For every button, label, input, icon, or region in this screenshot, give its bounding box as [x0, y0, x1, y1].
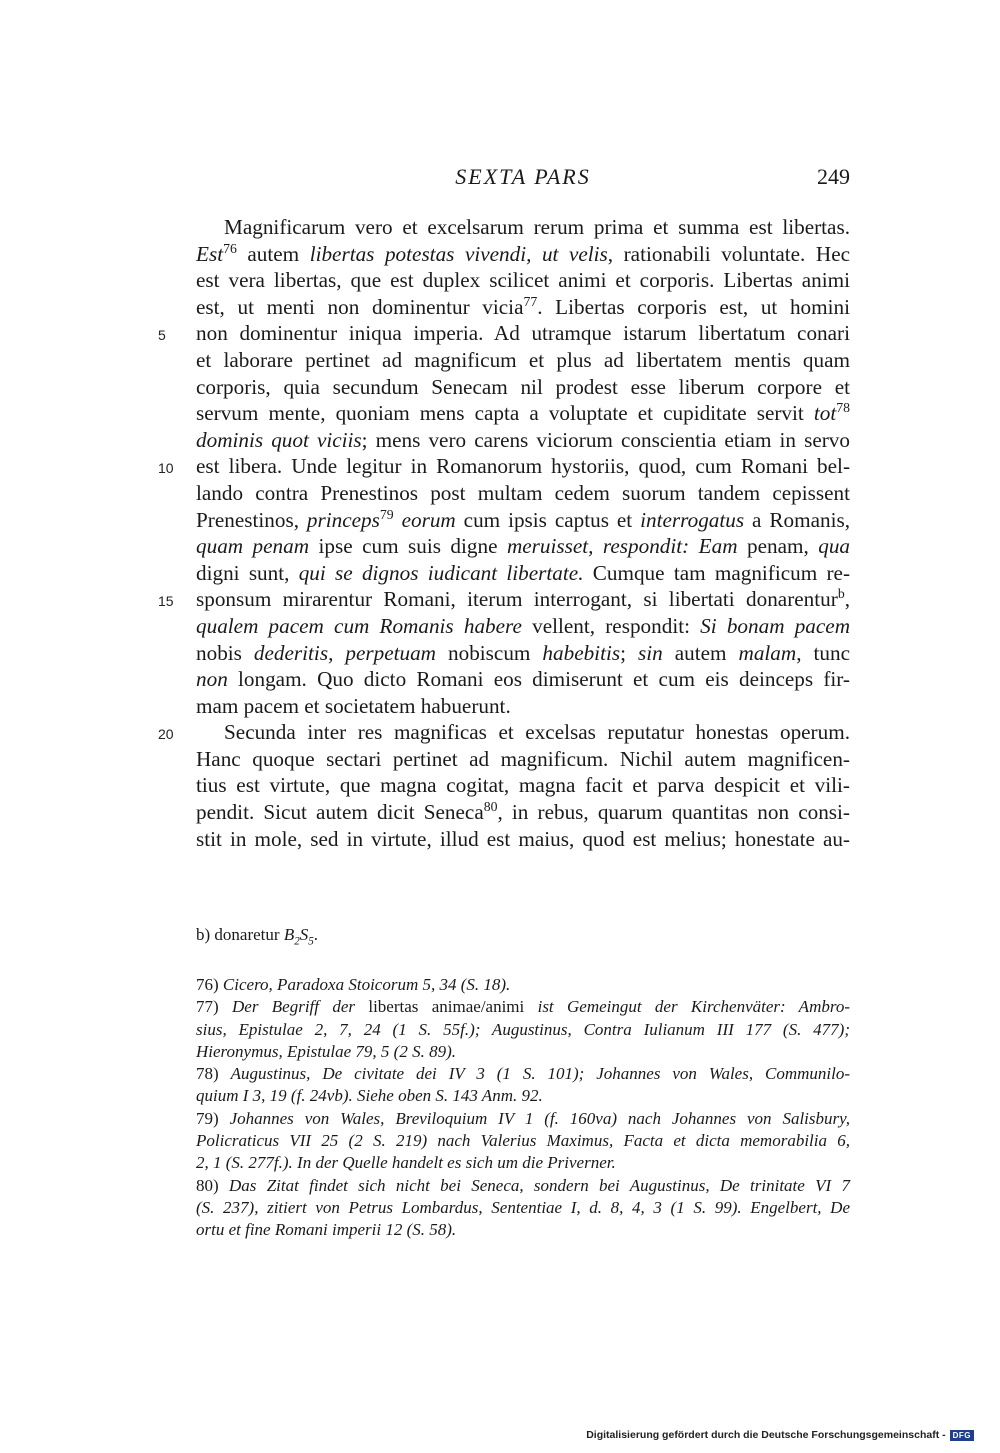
footnote-77-cont: Hieronymus, Epistulae 79, 5 (2 S. 89). [196, 1041, 457, 1061]
footnote-76: 76) Cicero, Paradoxa Stoicorum 5, 34 (S. 18). [196, 975, 511, 994]
critical-apparatus [196, 924, 850, 946]
text-line: Hanc quoque sectari pertinet ad magnificum. Nichil autem magnificen- [196, 746, 850, 771]
text-line: tius est virtute, que magna cogitat, magna facit et parva despicit et vili- [196, 773, 850, 798]
apparatus-end: . [313, 925, 319, 944]
footnote-79-cont: 2, 1 (S. 277f.). In der Quelle handelt es sich um die Priverner. [196, 1153, 616, 1173]
running-title: SEXTA PARS [455, 164, 591, 189]
text-line: non dominentur iniqua imperia. Ad utramque istarum libertatum conari [196, 321, 850, 346]
footnote-80-cont: ortu et fine Romani imperii 12 (S. 58). [196, 1220, 457, 1240]
digitization-credit [586, 1429, 974, 1441]
text-line: est, ut menti non dominentur vicia$^{77}$. Libertas corporis est, ut homini [196, 293, 850, 319]
text-line: qualem pacem cum Romanis habere vellent, respondit: Si bonam pacem [196, 613, 850, 638]
text-line: Secunda inter res magnificas et excelsas reputatur honestas operum. [224, 720, 850, 745]
text-line: Est$^{76}$ autem libertas potestas vivendi, ut velis, rationabili voluntate. Hec [196, 240, 850, 266]
footnote-80-cont: (S. 237), zitiert von Petrus Lombardus, Sententiae I, d. 8, 4, 3 (1 S. 99). Engelbert, De [196, 1197, 850, 1217]
footnote-78: 78) Augustinus, De civitate dei IV 3 (1 S. 101); Johannes von Wales, Communilo- [196, 1064, 851, 1084]
footnote-79: 79) Johannes von Wales, Breviloquium IV 1 (f. 160va) nach Johannes von Salisbury, [196, 1108, 850, 1128]
footnote-77-cont: sius, Epistulae 2, 7, 24 (1 S. 55f.); Augustinus, Contra Iulianum III 177 (S. 477); [196, 1019, 850, 1039]
footnote-79-cont: Policraticus VII 25 (2 S. 219) nach Valerius Maximus, Facta et dicta memorabilia 6, [196, 1131, 850, 1151]
text-line: est vera libertas, que est duplex scilicet animi et corporis. Libertas animi [196, 268, 850, 293]
text-line: mam pacem et societatem habuerunt. [196, 693, 511, 718]
text-line: et laborare pertinet ad magnificum et plus ad libertatem mentis quam [196, 347, 850, 372]
text-line: dominis quot viciis; mens vero carens viciorum conscientia etiam in servo [196, 427, 850, 452]
text-line: non longam. Quo dicto Romani eos dimiserunt et cum eis deinceps fir- [196, 667, 850, 692]
footnote-80: 80) Das Zitat findet sich nicht bei Seneca, sondern bei Augustinus, De trinitate VI 7 [196, 1175, 850, 1195]
text-line: pendit. Sicut autem dicit Seneca$^{80}$, in rebus, quarum quantitas non consi- [196, 799, 850, 825]
credit-text: Digitalisierung gefördert durch die Deutsche Forschungsgemeinschaft - [586, 1429, 946, 1441]
text-line: digni sunt, qui se dignos iudicant libertate. Cumque tam magnificum re- [196, 560, 850, 585]
line-number: 20 [158, 726, 174, 742]
main-text [196, 214, 850, 852]
text-line: sponsum mirarentur Romani, iterum interrogant, si libertati donarentur$^b$, [196, 586, 850, 612]
text-line: servum mente, quoniam mens capta a voluptate et cupiditate servit tot$^{78}$ [196, 400, 850, 426]
page-number: 249 [817, 164, 850, 189]
siglum: S [299, 925, 309, 944]
line-number: 10 [158, 460, 174, 476]
text-line: lando contra Prenestinos post multam cedem suorum tandem cepissent [196, 480, 850, 505]
text-line: corporis, quia secundum Senecam nil prodest esse liberum corpore et [196, 374, 850, 399]
text-line: stit in mole, sed in virtute, illud est maius, quod est melius; honestate au- [196, 826, 850, 851]
running-head [196, 164, 850, 194]
text-line: Magnificarum vero et excelsarum rerum prima et summa est libertas. [224, 215, 850, 239]
apparatus-entry: b) donaretur [196, 925, 280, 944]
text-line: est libera. Unde legitur in Romanorum hystoriis, quod, cum Romani bel- [196, 454, 850, 479]
line-number: 15 [158, 593, 174, 609]
text-line: nobis dederitis, perpetuam nobiscum habebitis; sin autem malam, tunc [196, 640, 850, 665]
footnotes [196, 974, 850, 1242]
footnote-77: 77) Der Begriff der libertas animae/animi ist Gemeingut der Kirchenväter: Ambro- [196, 997, 850, 1017]
footnote-78-cont: quium I 3, 19 (f. 24vb). Siehe oben S. 143 Anm. 92. [196, 1086, 543, 1106]
siglum: B [283, 925, 295, 944]
siglum-sub: 5 [308, 935, 314, 948]
text-line: quam penam ipse cum suis digne meruisset, respondit: Eam penam, qua [196, 534, 850, 559]
line-number: 5 [158, 327, 166, 343]
siglum-sub: 2 [294, 935, 300, 948]
dfg-logo-icon: DFG [950, 1430, 974, 1441]
text-line: Prenestinos, princeps$^{79}$ eorum cum ipsis captus et interrogatus a Romanis, [196, 506, 850, 532]
